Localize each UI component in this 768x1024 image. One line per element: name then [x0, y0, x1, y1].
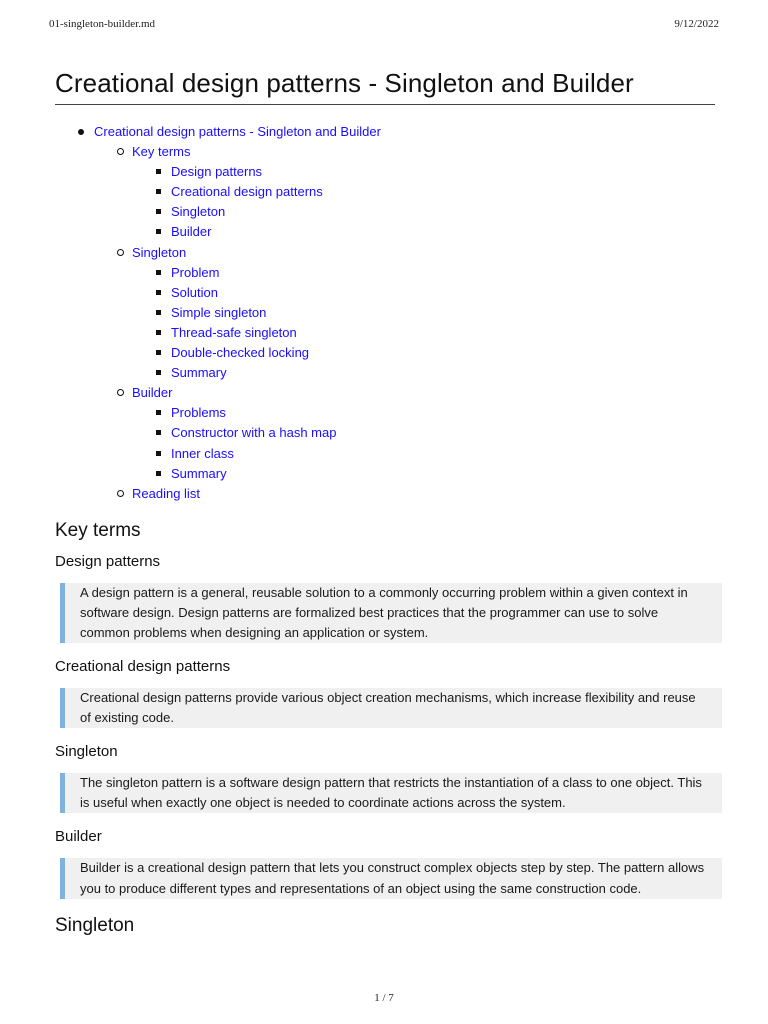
header-date: 9/12/2022	[674, 18, 719, 30]
toc-link-thread-safe-singleton[interactable]: Thread-safe singleton	[171, 324, 297, 340]
table-of-contents	[55, 122, 715, 504]
square-bullet-icon	[156, 270, 161, 275]
toc-link-key-terms[interactable]: Key terms	[132, 144, 191, 160]
toc-item-singleton	[55, 243, 715, 263]
section-heading-key-terms: Key terms	[55, 519, 141, 541]
toc-link-builder[interactable]: Builder	[132, 385, 173, 401]
blockquote-design-patterns: A design pattern is a general, reusable solution to a commonly occurring problem within a given context in software design. Design patterns are formalized best practices that the programmer can use to solve common problems when designing an application or system.	[60, 583, 722, 643]
toc-link-root[interactable]: Creational design patterns - Singleton and Builder	[94, 124, 381, 139]
blockquote-creational: Creational design patterns provide various object creation mechanisms, which increase flexibility and reuse of existing code.	[60, 688, 722, 728]
toc-item	[55, 403, 715, 423]
header-filename: 01-singleton-builder.md	[49, 18, 156, 30]
toc-link-problems[interactable]: Problems	[171, 405, 226, 421]
toc-link-inner-class[interactable]: Inner class	[171, 445, 234, 461]
toc-link-singleton[interactable]: Singleton	[132, 244, 187, 260]
circle-bullet-icon	[117, 148, 124, 155]
toc-item	[55, 202, 715, 222]
square-bullet-icon	[156, 430, 161, 435]
toc-item	[55, 303, 715, 323]
toc-item	[55, 363, 715, 383]
square-bullet-icon	[156, 189, 161, 194]
toc-link-creational-design-patterns[interactable]: Creational design patterns	[171, 184, 323, 200]
square-bullet-icon	[156, 350, 161, 355]
toc-item	[55, 283, 715, 303]
square-bullet-icon	[156, 451, 161, 456]
toc-link-solution[interactable]: Solution	[171, 284, 218, 300]
toc-item	[55, 423, 715, 443]
toc-item-builder	[55, 383, 715, 403]
toc-link-design-patterns[interactable]: Design patterns	[171, 164, 263, 180]
toc-link-builder-summary[interactable]: Summary	[171, 465, 227, 481]
toc-item	[55, 182, 715, 202]
blockquote-singleton: The singleton pattern is a software design pattern that restricts the instantiation of a class to one object. This is useful when exactly one object is needed to coordinate actions across the system.	[60, 773, 722, 813]
subheading-design-patterns: Design patterns	[55, 552, 161, 570]
square-bullet-icon	[156, 370, 161, 375]
square-bullet-icon	[156, 209, 161, 214]
square-bullet-icon	[156, 290, 161, 295]
page-title: Creational design patterns - Singleton and Builder	[55, 66, 715, 105]
toc-link-problem[interactable]: Problem	[171, 264, 220, 280]
square-bullet-icon	[156, 169, 161, 174]
toc-item	[55, 464, 715, 484]
toc-item	[55, 162, 715, 182]
toc-item	[55, 343, 715, 363]
toc-item	[55, 263, 715, 283]
toc-item	[55, 323, 715, 343]
disc-bullet-icon	[78, 129, 84, 135]
circle-bullet-icon	[117, 249, 124, 256]
toc-link-singleton-summary[interactable]: Summary	[171, 365, 227, 381]
circle-bullet-icon	[117, 389, 124, 396]
toc-link-builder-term[interactable]: Builder	[171, 224, 212, 240]
square-bullet-icon	[156, 410, 161, 415]
subheading-builder: Builder	[55, 828, 102, 846]
blockquote-builder: Builder is a creational design pattern that lets you construct complex objects step by step. The pattern allows you to produce different types and representations of an object using the same construction code.	[60, 858, 722, 898]
toc-link-reading-list[interactable]: Reading list	[132, 485, 200, 501]
toc-link-double-checked-locking[interactable]: Double-checked locking	[171, 345, 310, 361]
toc-item-reading-list	[55, 484, 715, 504]
page-number: 1 / 7	[374, 992, 394, 1004]
section-heading-singleton: Singleton	[55, 914, 135, 936]
subheading-singleton: Singleton	[55, 743, 118, 761]
subheading-creational: Creational design patterns	[55, 658, 231, 676]
square-bullet-icon	[156, 330, 161, 335]
toc-link-singleton-term[interactable]: Singleton	[171, 204, 226, 220]
circle-bullet-icon	[117, 490, 124, 497]
toc-item-root	[55, 122, 715, 142]
toc-link-simple-singleton[interactable]: Simple singleton	[171, 304, 267, 320]
square-bullet-icon	[156, 229, 161, 234]
toc-item-key-terms	[55, 142, 715, 162]
toc-link-constructor-hash-map[interactable]: Constructor with a hash map	[171, 425, 337, 441]
square-bullet-icon	[156, 471, 161, 476]
square-bullet-icon	[156, 310, 161, 315]
document-body	[55, 66, 715, 939]
toc-item	[55, 444, 715, 464]
toc-item	[55, 222, 715, 242]
